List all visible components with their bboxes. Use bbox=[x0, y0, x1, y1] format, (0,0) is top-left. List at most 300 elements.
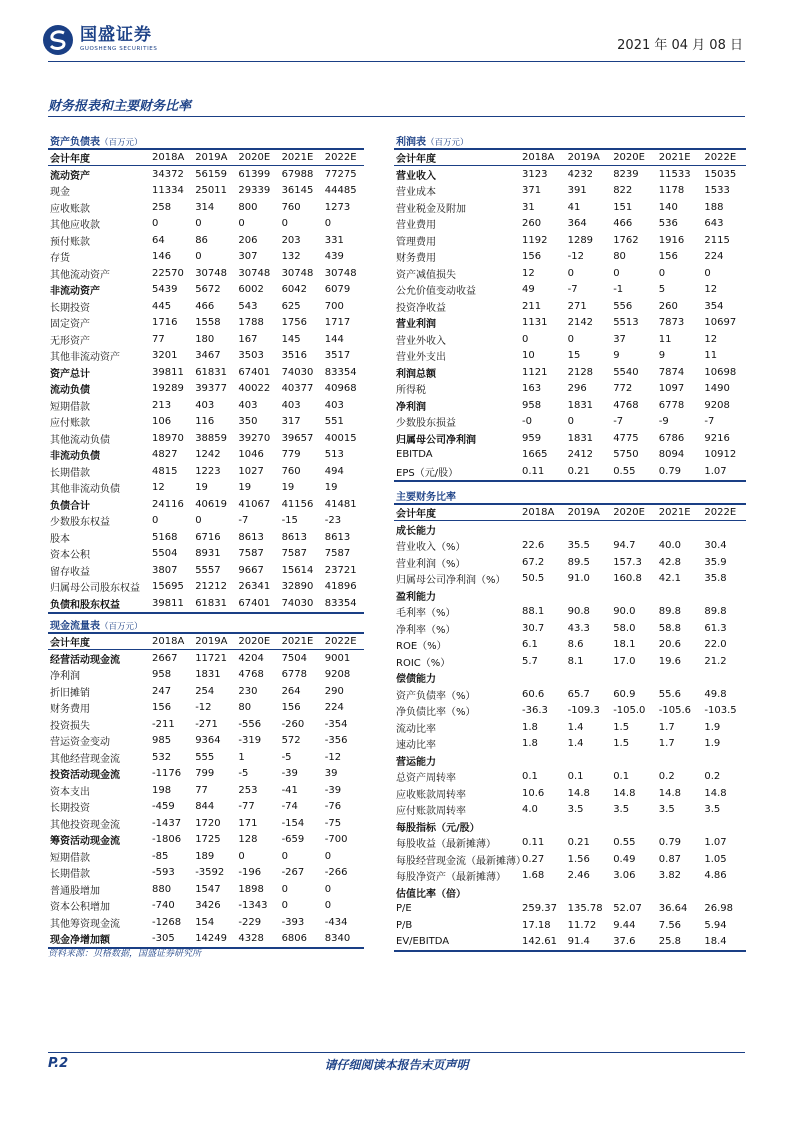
cell-value: 513 bbox=[324, 449, 344, 461]
cell-value: 40022 bbox=[238, 383, 271, 395]
cell-value: -15 bbox=[281, 515, 298, 527]
cell-value: 625 bbox=[281, 300, 301, 312]
cell-value: 90.0 bbox=[613, 606, 636, 618]
table-row bbox=[394, 249, 746, 266]
cell-value: 52.07 bbox=[613, 903, 642, 915]
cell-value: 307 bbox=[238, 251, 258, 263]
table-row bbox=[394, 653, 746, 670]
cell-value bbox=[609, 818, 655, 835]
cell-value: 1.68 bbox=[522, 870, 545, 882]
row-label: 每股收益（最新摊薄） bbox=[396, 839, 496, 851]
cell-value bbox=[655, 884, 701, 901]
cell-value: 19 bbox=[238, 482, 252, 494]
cell-value: 83354 bbox=[321, 595, 364, 613]
page-number: P.2 bbox=[48, 1056, 69, 1071]
cell-value: 2.46 bbox=[567, 870, 590, 882]
cell-value: 22.0 bbox=[704, 639, 727, 651]
cell-value: 49 bbox=[522, 284, 535, 296]
row-label: 股本 bbox=[50, 533, 70, 545]
cell-value: -12 bbox=[195, 702, 212, 714]
cell-value: 4.86 bbox=[704, 870, 727, 882]
cell-value: -1268 bbox=[152, 916, 182, 928]
cell-value: 19 bbox=[281, 482, 295, 494]
cell-value: 61831 bbox=[191, 595, 234, 613]
cell-value: 12 bbox=[152, 482, 165, 494]
cell-value: 985 bbox=[152, 735, 172, 747]
cell-value: -85 bbox=[152, 850, 169, 862]
cell-value: 0 bbox=[195, 218, 202, 230]
row-label: 无形资产 bbox=[50, 335, 90, 347]
table-row bbox=[48, 749, 364, 766]
cell-value: 0 bbox=[152, 515, 159, 527]
cell-value: -77 bbox=[238, 801, 255, 813]
cell-value: 1.5 bbox=[613, 738, 630, 750]
cell-value: 67.2 bbox=[522, 556, 545, 568]
cell-value: 6079 bbox=[324, 284, 351, 296]
cell-value: 144 bbox=[324, 333, 344, 345]
cell-value: 74030 bbox=[278, 595, 321, 613]
row-label: 投资活动现金流 bbox=[50, 770, 120, 782]
cell-value: 1.7 bbox=[658, 721, 675, 733]
cell-value: 1720 bbox=[195, 817, 221, 829]
cell-value: 1916 bbox=[658, 234, 685, 246]
cell-value: 445 bbox=[152, 300, 172, 312]
table-row bbox=[48, 865, 364, 882]
cell-value: 22570 bbox=[152, 267, 184, 279]
row-label: 估值比率（倍） bbox=[396, 888, 466, 900]
row-label: 财务费用 bbox=[50, 704, 90, 716]
table-row bbox=[48, 430, 364, 447]
cell-value: -9 bbox=[658, 416, 669, 428]
row-label: 其他非流动资产 bbox=[50, 352, 120, 364]
cell-value: 0 bbox=[195, 251, 202, 263]
year-header: 2020E bbox=[234, 633, 277, 650]
cell-value: 0.55 bbox=[609, 463, 655, 481]
cell-value: 0.21 bbox=[564, 463, 610, 481]
cell-value: 19 bbox=[324, 482, 338, 494]
cell-value: 77275 bbox=[324, 168, 357, 180]
table-row bbox=[48, 546, 364, 563]
cell-value: -260 bbox=[281, 718, 305, 730]
cell-value: -1 bbox=[613, 284, 624, 296]
cell-value: 1.07 bbox=[704, 837, 727, 849]
report-date: 2021 年 04 月 08 日 bbox=[617, 38, 743, 53]
table-row bbox=[48, 700, 364, 717]
table-header-row bbox=[48, 633, 364, 650]
row-label: 归属母公司股东权益 bbox=[50, 583, 140, 595]
row-label: 营业收入（%） bbox=[396, 542, 466, 554]
year-header: 2020E bbox=[234, 149, 277, 166]
cell-value: -700 bbox=[324, 834, 348, 846]
row-label: 利润总额 bbox=[396, 368, 436, 380]
year-header: 2022E bbox=[700, 504, 746, 521]
cell-value: 128 bbox=[238, 834, 258, 846]
cell-value: 67988 bbox=[281, 168, 314, 180]
table-row bbox=[48, 480, 364, 497]
cell-value: 67401 bbox=[238, 366, 271, 378]
cell-value: 271 bbox=[567, 300, 587, 312]
table-row bbox=[394, 282, 746, 299]
cell-value: -103.5 bbox=[704, 705, 737, 717]
table-title bbox=[48, 133, 364, 149]
cell-value: 50.5 bbox=[522, 573, 545, 585]
row-label: 财务费用 bbox=[396, 253, 436, 265]
cell-value: 2128 bbox=[567, 366, 594, 378]
cell-value: 19.6 bbox=[658, 655, 682, 667]
cell-value: 86 bbox=[195, 234, 208, 246]
row-label: 长期借款 bbox=[50, 869, 90, 881]
cell-value: 30.4 bbox=[704, 540, 727, 552]
company-logo bbox=[42, 22, 182, 58]
cell-value: 1533 bbox=[704, 185, 730, 197]
cell-value: 156 bbox=[658, 251, 678, 263]
table-row bbox=[48, 529, 364, 546]
table-row bbox=[48, 199, 364, 216]
cell-value: 7873 bbox=[658, 317, 685, 329]
cell-value: 371 bbox=[522, 185, 542, 197]
cell-value: 8.1 bbox=[567, 655, 584, 667]
cell-value: 9 bbox=[658, 350, 666, 362]
table-title-text: 现金流量表 bbox=[50, 621, 100, 632]
cell-value: 1192 bbox=[522, 234, 548, 246]
table-row bbox=[394, 381, 746, 398]
row-label: 非流动负债 bbox=[50, 451, 100, 463]
cell-value: 0.11 bbox=[522, 837, 545, 849]
cell-value: 5168 bbox=[152, 531, 178, 543]
cell-value: 106 bbox=[152, 416, 172, 428]
cell-value: 0.49 bbox=[613, 853, 636, 865]
row-label: EBITDA bbox=[396, 449, 433, 461]
cell-value bbox=[609, 670, 655, 687]
cell-value: 1831 bbox=[567, 399, 594, 411]
cell-value: 760 bbox=[281, 201, 301, 213]
cell-value: 5513 bbox=[613, 317, 639, 329]
cell-value: 1027 bbox=[238, 465, 264, 477]
year-header: 2021E bbox=[655, 504, 701, 521]
year-header: 2018A bbox=[148, 149, 191, 166]
cell-value: 1831 bbox=[195, 669, 221, 681]
row-label: 应收账款周转率 bbox=[396, 789, 466, 801]
cell-value: -105.6 bbox=[658, 705, 692, 717]
row-label: 短期借款 bbox=[50, 852, 90, 864]
cell-value: 41481 bbox=[324, 498, 357, 510]
cell-value: 403 bbox=[195, 399, 215, 411]
financial-ratios-table bbox=[394, 488, 746, 952]
cell-value: 260 bbox=[658, 300, 678, 312]
cell-value: 42.1 bbox=[658, 573, 682, 585]
cell-value: 1717 bbox=[324, 317, 351, 329]
row-label: 资本支出 bbox=[50, 786, 90, 798]
cell-value: 260 bbox=[522, 218, 542, 230]
cash-flow-table bbox=[48, 617, 364, 949]
year-header: 2018A bbox=[518, 504, 564, 521]
cell-value: -39 bbox=[281, 768, 298, 780]
row-label: 净利率（%） bbox=[396, 624, 456, 636]
row-label: 短期借款 bbox=[50, 401, 90, 413]
cell-value bbox=[564, 521, 610, 538]
cell-value: -1176 bbox=[152, 768, 182, 780]
cell-value: 7.56 bbox=[658, 919, 682, 931]
cell-value: -1806 bbox=[152, 834, 182, 846]
row-label: 负债和股东权益 bbox=[48, 595, 148, 613]
cell-value: 3.06 bbox=[613, 870, 636, 882]
cell-value: 154 bbox=[195, 916, 215, 928]
table-row bbox=[394, 183, 746, 200]
cell-value: 23721 bbox=[324, 564, 357, 576]
cell-value bbox=[655, 818, 701, 835]
cell-value: 91.4 bbox=[564, 934, 610, 952]
row-label: 存货 bbox=[50, 253, 70, 265]
cell-value: 12 bbox=[704, 333, 718, 345]
row-label: 现金净增加额 bbox=[48, 931, 148, 949]
cell-value: 556 bbox=[613, 300, 633, 312]
table-row bbox=[394, 166, 746, 183]
cell-value: 40619 bbox=[195, 498, 227, 510]
cell-value: 17.18 bbox=[522, 919, 551, 931]
cell-value: 844 bbox=[195, 801, 215, 813]
year-header: 2022E bbox=[321, 633, 364, 650]
cell-value: 58.0 bbox=[613, 622, 636, 634]
row-label: 毛利率（%） bbox=[396, 608, 456, 620]
row-label: 总资产周转率 bbox=[396, 773, 456, 785]
table-row bbox=[394, 901, 746, 918]
cell-value: -7 bbox=[613, 416, 624, 428]
table-row bbox=[48, 298, 364, 315]
table-row bbox=[394, 216, 746, 233]
table-row bbox=[394, 884, 746, 901]
cell-value: 35.5 bbox=[567, 540, 590, 552]
cell-value: 1725 bbox=[195, 834, 221, 846]
cell-value: 7874 bbox=[658, 366, 685, 378]
cell-value: 5540 bbox=[613, 366, 639, 378]
cell-value: 0 bbox=[567, 333, 574, 345]
cell-value: 0 bbox=[324, 850, 332, 862]
cell-value: 4328 bbox=[234, 931, 277, 949]
cell-value: 26341 bbox=[238, 581, 271, 593]
cell-value: 40377 bbox=[281, 383, 314, 395]
row-label: 折旧摊销 bbox=[50, 687, 90, 699]
cell-value: 8.6 bbox=[567, 639, 584, 651]
cell-value: 1788 bbox=[238, 317, 264, 329]
cell-value: 350 bbox=[238, 416, 258, 428]
table-row bbox=[48, 315, 364, 332]
cell-value: 41896 bbox=[324, 581, 357, 593]
cell-value: 0 bbox=[658, 267, 666, 279]
row-label: 长期投资 bbox=[50, 803, 90, 815]
cell-value: 0 bbox=[324, 883, 332, 895]
cell-value: 61399 bbox=[238, 168, 271, 180]
cell-value: 5439 bbox=[152, 284, 178, 296]
cell-value: 6042 bbox=[281, 284, 308, 296]
cell-value: 0 bbox=[704, 267, 711, 279]
cell-value: 14.8 bbox=[567, 787, 590, 799]
table-row bbox=[394, 232, 746, 249]
row-label: 投资净收益 bbox=[396, 302, 446, 314]
cell-value bbox=[609, 587, 655, 604]
cell-value: 19 bbox=[195, 482, 208, 494]
cell-value: -41 bbox=[281, 784, 298, 796]
cell-value: 41156 bbox=[281, 498, 314, 510]
row-label: 公允价值变动收益 bbox=[396, 286, 476, 298]
cell-value: 2667 bbox=[152, 652, 178, 664]
cell-value: 94.7 bbox=[613, 540, 636, 552]
table-title-text: 利润表 bbox=[396, 137, 426, 148]
cell-value: 15614 bbox=[281, 564, 314, 576]
cell-value: 2115 bbox=[704, 234, 730, 246]
cell-value bbox=[700, 818, 746, 835]
cell-value: 43.3 bbox=[567, 622, 590, 634]
cell-value: 49.8 bbox=[704, 688, 727, 700]
cell-value: 36.64 bbox=[658, 903, 688, 915]
cell-value: 958 bbox=[152, 669, 172, 681]
cell-value: 1.8 bbox=[522, 721, 538, 733]
cell-value: 11 bbox=[658, 333, 672, 345]
table-row bbox=[394, 703, 746, 720]
cell-value bbox=[564, 752, 610, 769]
row-label: 营运能力 bbox=[396, 756, 436, 768]
cell-value: 8931 bbox=[195, 548, 221, 560]
cell-value: 7587 bbox=[281, 548, 308, 560]
cell-value: 211 bbox=[522, 300, 542, 312]
row-label: 营业外支出 bbox=[396, 352, 446, 364]
cell-value: 0 bbox=[567, 267, 574, 279]
table-row bbox=[48, 782, 364, 799]
cell-value: -109.3 bbox=[567, 705, 600, 717]
cell-value: 188 bbox=[704, 201, 724, 213]
row-label: 流动比率 bbox=[396, 723, 436, 735]
row-label: 营业收入 bbox=[396, 170, 436, 182]
cell-value: 30748 bbox=[281, 267, 314, 279]
cell-value: 74030 bbox=[281, 366, 314, 378]
cell-value: 403 bbox=[238, 399, 258, 411]
cell-value: 6.1 bbox=[522, 639, 538, 651]
table-row bbox=[48, 183, 364, 200]
cell-value: 9 bbox=[613, 350, 620, 362]
cell-value: 8340 bbox=[321, 931, 364, 949]
year-header: 2020E bbox=[609, 149, 655, 166]
cell-value: 5672 bbox=[195, 284, 221, 296]
cell-value: 15035 bbox=[704, 168, 737, 180]
row-label: 速动比率 bbox=[396, 740, 436, 752]
table-row bbox=[394, 521, 746, 538]
cell-value: 55.6 bbox=[658, 688, 682, 700]
year-header: 2021E bbox=[655, 149, 701, 166]
cell-value: 18970 bbox=[152, 432, 184, 444]
cell-value: 10.6 bbox=[522, 787, 545, 799]
cell-value: 0 bbox=[567, 416, 574, 428]
table-title bbox=[394, 133, 746, 149]
cell-value: -211 bbox=[152, 718, 175, 730]
table-row bbox=[48, 232, 364, 249]
row-label: 归属母公司净利润 bbox=[396, 434, 476, 446]
table-row bbox=[48, 650, 364, 667]
cell-value: 30748 bbox=[324, 267, 357, 279]
table-header-row bbox=[48, 149, 364, 166]
cell-value: 3503 bbox=[238, 350, 264, 362]
cell-value: 6778 bbox=[658, 399, 685, 411]
cell-value: 254 bbox=[195, 685, 215, 697]
cell-value: 67401 bbox=[234, 595, 277, 613]
cell-value: 258 bbox=[152, 201, 172, 213]
table-row bbox=[394, 835, 746, 852]
cell-value: 198 bbox=[152, 784, 172, 796]
logo-english: GUOSHENG SECURITIES bbox=[80, 46, 158, 53]
row-label: 固定资产 bbox=[50, 319, 90, 331]
row-label: 应付账款 bbox=[50, 418, 90, 430]
cell-value: 9364 bbox=[195, 735, 221, 747]
cell-value: 60.6 bbox=[522, 688, 545, 700]
table-row bbox=[394, 447, 746, 464]
table-title-text: 资产负债表 bbox=[50, 137, 100, 148]
cell-value: 331 bbox=[324, 234, 344, 246]
cell-value: 4232 bbox=[567, 168, 594, 180]
cell-value: -1343 bbox=[238, 900, 268, 912]
cell-value: 494 bbox=[324, 465, 344, 477]
table-row bbox=[394, 637, 746, 654]
cell-value: 24116 bbox=[152, 498, 184, 510]
cell-value: 6806 bbox=[278, 931, 321, 949]
cell-value: 772 bbox=[613, 383, 633, 395]
cell-value: 1.05 bbox=[704, 853, 727, 865]
cell-value: 1898 bbox=[238, 883, 264, 895]
row-label: 营业利润 bbox=[396, 319, 436, 331]
cell-value: 1756 bbox=[281, 317, 308, 329]
cell-value: 4204 bbox=[238, 652, 264, 664]
cell-value: 0 bbox=[281, 850, 288, 862]
cell-value: 0 bbox=[281, 218, 288, 230]
cell-value: 151 bbox=[613, 201, 633, 213]
data-source: 资料来源：贝格数据，国盛证券研究所 bbox=[48, 949, 202, 959]
row-label: 成长能力 bbox=[396, 525, 436, 537]
cell-value: 30748 bbox=[238, 267, 271, 279]
cell-value: 1.9 bbox=[704, 738, 721, 750]
cell-value: 551 bbox=[324, 416, 344, 428]
cell-value: 213 bbox=[152, 399, 172, 411]
row-label: 经营活动现金流 bbox=[50, 654, 120, 666]
table-header-row bbox=[394, 504, 746, 521]
cell-value: 116 bbox=[195, 416, 215, 428]
cell-value: 89.5 bbox=[567, 556, 590, 568]
cell-value: 90.8 bbox=[567, 606, 590, 618]
cell-value: 11.72 bbox=[567, 919, 597, 931]
table-row bbox=[48, 683, 364, 700]
cell-value: 296 bbox=[567, 383, 587, 395]
year-header: 2019A bbox=[191, 149, 234, 166]
cell-value: 36145 bbox=[281, 185, 314, 197]
row-label: 少数股东权益 bbox=[50, 517, 110, 529]
cell-value: 142.61 bbox=[518, 934, 564, 952]
cell-value: -74 bbox=[281, 801, 298, 813]
cell-value: 163 bbox=[522, 383, 542, 395]
cell-value: 958 bbox=[522, 399, 542, 411]
year-header: 2019A bbox=[564, 149, 610, 166]
table-row bbox=[394, 554, 746, 571]
table-row bbox=[48, 414, 364, 431]
table-row bbox=[394, 298, 746, 315]
cell-value: 800 bbox=[238, 201, 258, 213]
guosheng-logo-icon bbox=[42, 24, 74, 56]
footer-rule bbox=[48, 1052, 745, 1053]
cell-value bbox=[609, 521, 655, 538]
row-label: 负债合计 bbox=[50, 500, 90, 512]
cell-value: 3.82 bbox=[658, 870, 682, 882]
cell-value: -393 bbox=[281, 916, 305, 928]
cell-value: 314 bbox=[195, 201, 215, 213]
cell-value: 156 bbox=[152, 702, 172, 714]
cell-value: 132 bbox=[281, 251, 301, 263]
cell-value: 0 bbox=[195, 515, 202, 527]
cell-value: 3426 bbox=[195, 900, 221, 912]
